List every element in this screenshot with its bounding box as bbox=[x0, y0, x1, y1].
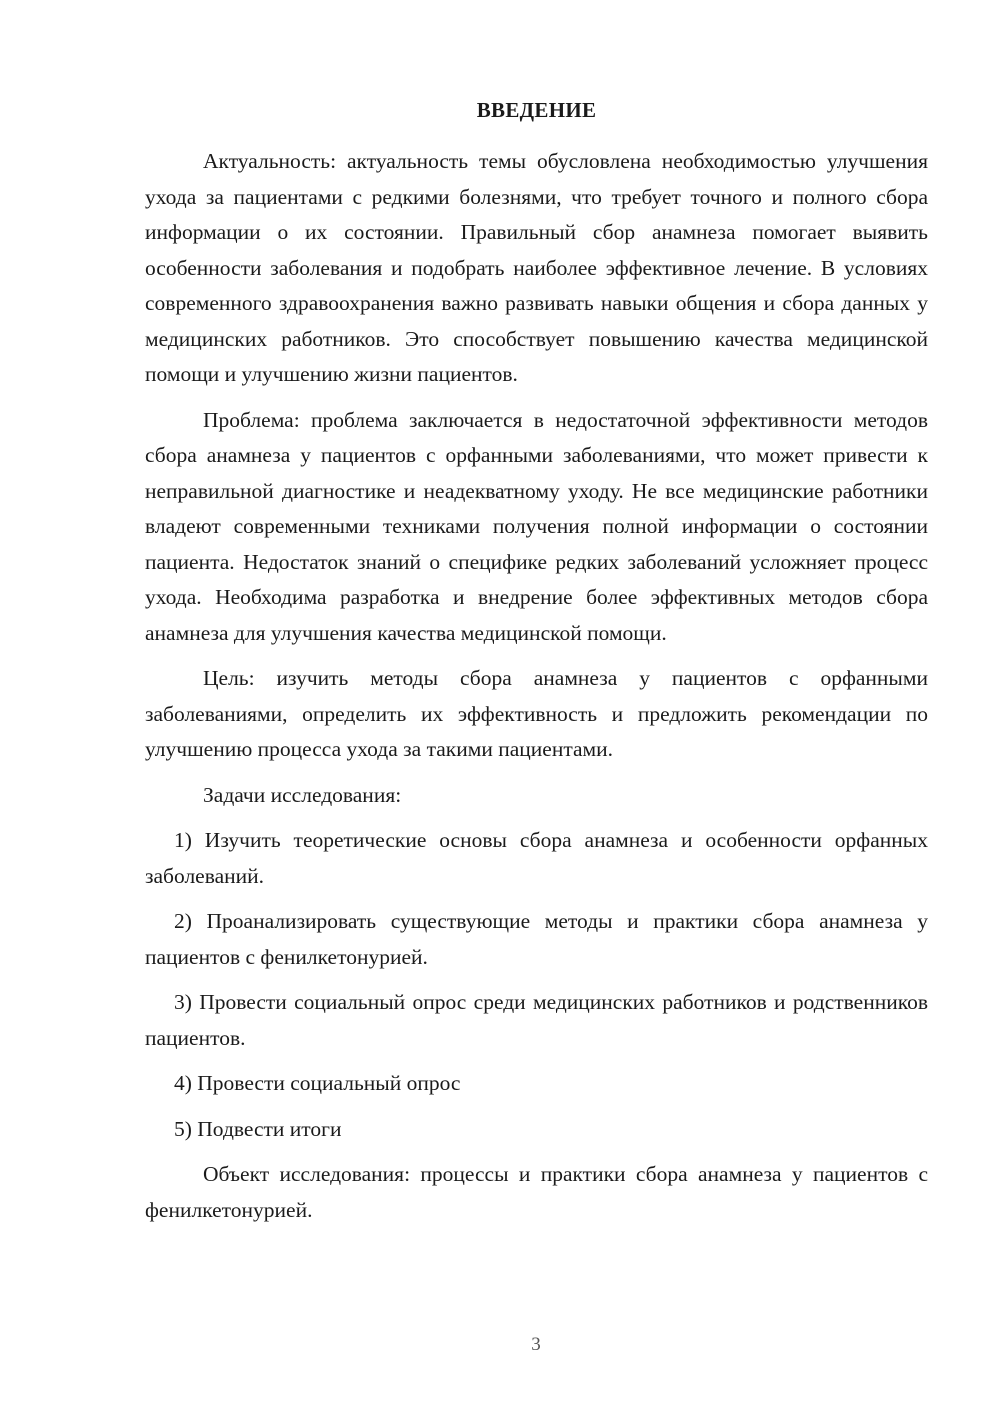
task-item-2: 2) Проанализировать существующие методы и практики сбора анамнеза у пациентов с фенилкетонурией. bbox=[145, 909, 928, 969]
paragraph-goal: Цель: изучить методы сбора анамнеза у пациентов с орфанными заболеваниями, определить их эффективность и предложить рекомендации по улучшению процесса ухода за такими пациентами. bbox=[145, 666, 928, 761]
document-page bbox=[145, 96, 928, 1238]
tasks-title: Задачи исследования: bbox=[203, 782, 402, 807]
task-item-1: 1) Изучить теоретические основы сбора анамнеза и особенности орфанных заболеваний. bbox=[145, 828, 928, 888]
paragraph-problem: Проблема: проблема заключается в недостаточной эффективности методов сбора анамнеза у пациентов с орфанными заболеваниями, что может привести к неправильной диагностике и неадекватному уходу. Не все медицинские работники владеют современными техниками получения полной информации о состоянии пациента. Недостаток знаний о специфике редких заболеваний усложняет процесс ухода. Необходима разработка и внедрение более эффективных методов сбора анамнеза для улучшения качества медицинской помощи. bbox=[145, 407, 928, 645]
task-item-4: 4) Провести социальный опрос bbox=[174, 1071, 461, 1095]
page-number: 3 bbox=[531, 1334, 541, 1355]
task-item-3: 3) Провести социальный опрос среди медицинских работников и родственников пациентов. bbox=[145, 990, 928, 1050]
task-item-5: 5) Подвести итоги bbox=[174, 1116, 342, 1141]
paragraph-object: Объект исследования: процессы и практики сбора анамнеза у пациентов с фенилкетонурией. bbox=[145, 1162, 928, 1222]
paragraph-relevance: Актуальность: актуальность темы обусловлена необходимостью улучшения ухода за пациентами с редкими болезнями, что требует точного и полного сбора информации о их состоянии. Правильный сбор анамнеза помогает выявить особенности заболевания и подобрать наиболее эффективное лечение. В условиях современного здравоохранения важно развивать навыки общения и сбора данных у медицинских работников. Это способствует повышению качества медицинской помощи и улучшению жизни пациентов. bbox=[145, 149, 928, 386]
page-title: ВВЕДЕНИЕ bbox=[476, 98, 597, 122]
